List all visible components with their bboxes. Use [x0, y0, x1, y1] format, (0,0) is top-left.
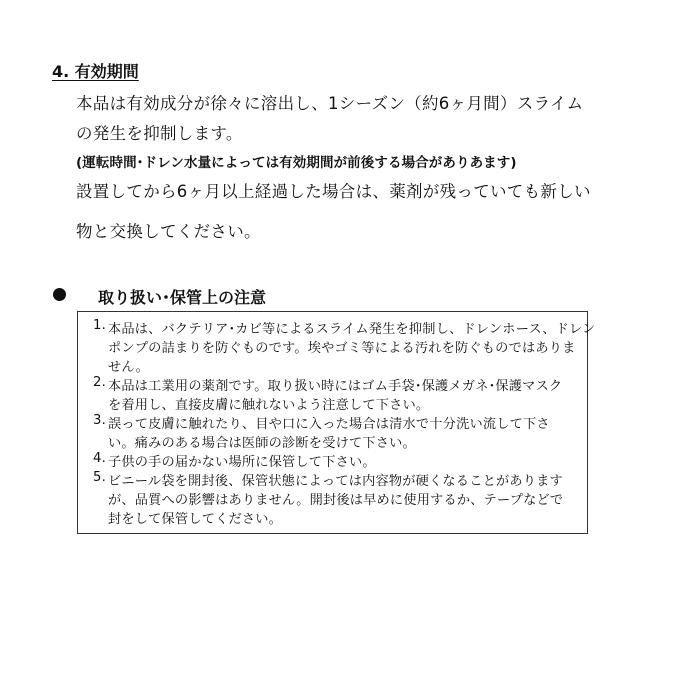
- item-line: せん。: [108, 360, 149, 375]
- item-line: ポンプの詰まりを防ぐものです。埃やゴミ等による汚れを防ぐものではありま: [108, 341, 576, 356]
- section-heading-expiry: 4. 有効期間: [52, 62, 139, 81]
- item-line: が、品質への影響はありません。開封後は早めに使用するか、テープなどで: [108, 493, 564, 508]
- item-number: 4.: [93, 451, 106, 466]
- item-number: 2.: [93, 375, 106, 390]
- body-line: の発生を抑制します。: [76, 124, 243, 143]
- item-line: 封をして保管してください。: [108, 512, 283, 527]
- item-line: い。痛みのある場合は医師の診断を受けて下さい。: [108, 436, 416, 451]
- note-line: (運転時間･ドレン水量によっては有効期間が前後する場合がありあます): [76, 155, 517, 171]
- body-line: 設置してから6ヶ月以上経過した場合は、薬剤が残っていても新しい: [76, 182, 591, 201]
- item-line: ビニール袋を開封後、保管状態によっては内容物が硬くなることがあります: [108, 474, 563, 489]
- section-heading-precautions: 取り扱い･保管上の注意: [98, 288, 267, 307]
- item-line: 本品は工業用の薬剤です。取り扱い時にはゴム手袋･保護メガネ･保護マスク: [108, 379, 563, 394]
- item-number: 3.: [93, 413, 106, 428]
- bullet-icon: [53, 288, 66, 301]
- item-number: 1.: [93, 318, 106, 333]
- body-line: 本品は有効成分が徐々に溶出し、1シーズン（約6ヶ月間）スライム: [76, 94, 584, 113]
- item-line: を着用し、直接皮膚に触れないよう注意して下さい。: [108, 398, 430, 413]
- item-line: 本品は、バクテリア･カビ等によるスライム発生を抑制し、ドレンホース、ドレン: [108, 322, 596, 337]
- item-line: 誤って皮膚に触れたり、目や口に入った場合は清水で十分洗い流して下さ: [108, 417, 550, 432]
- item-number: 5.: [93, 470, 106, 485]
- body-line: 物と交換してください。: [76, 222, 261, 241]
- item-line: 子供の手の届かない場所に保管して下さい。: [108, 455, 376, 470]
